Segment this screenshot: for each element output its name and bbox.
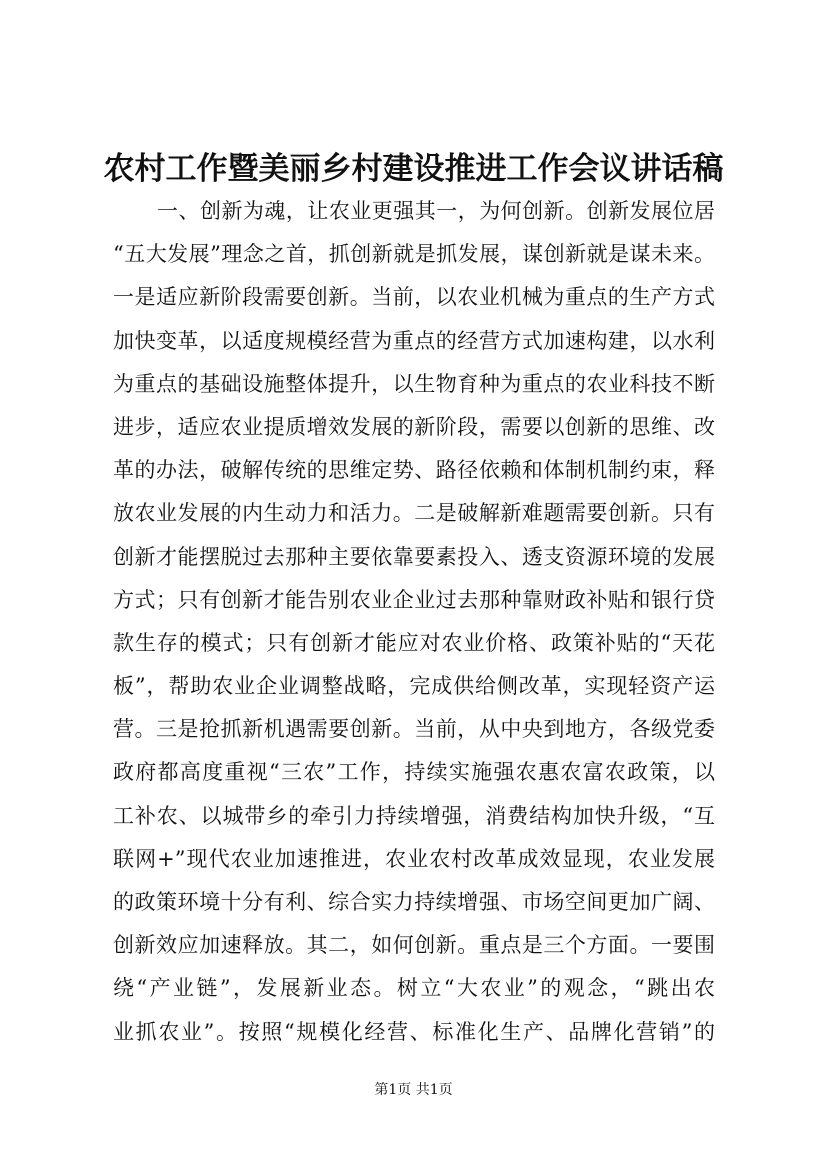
body-line-13: 营。三是抢抓新机遇需要创新。当前，从中央到地方，各级党委 <box>113 717 715 742</box>
body-line-6: 进步，适应农业提质增效发展的新阶段，需要以创新的思维、改 <box>113 414 715 439</box>
body-line-16: 联网+”现代农业加速推进，农业农村改革成效显现，农业发展 <box>113 846 715 871</box>
body-line-12: 板”，帮助农业企业调整战略，完成供给侧改革，实现轻资产运 <box>113 674 715 699</box>
body-line-15: 工补农、以城带乡的牵引力持续增强，消费结构加快升级，“互 <box>113 803 715 828</box>
page-number-footer: 第1页 共1页 <box>374 1082 453 1098</box>
body-line-9: 创新才能摆脱过去那种主要依靠要素投入、透支资源环境的发展 <box>113 544 715 569</box>
body-line-8: 放农业发展的内生动力和活力。二是破解新难题需要创新。只有 <box>113 501 715 526</box>
body-line-10: 方式；只有创新才能告别农业企业过去那种靠财政补贴和银行贷 <box>113 587 715 612</box>
body-line-7: 革的办法，破解传统的思维定势、路径依赖和体制机制约束，释 <box>113 458 715 483</box>
body-line-19: 绕“产业链”，发展新业态。树立“大农业”的观念，“跳出农 <box>113 976 715 1001</box>
body-line-2: “五大发展”理念之首，抓创新就是抓发展，谋创新就是谋未来。 <box>113 242 715 267</box>
body-line-3: 一是适应新阶段需要创新。当前，以农业机械为重点的生产方式 <box>113 285 715 310</box>
document-title: 农村工作暨美丽乡村建设推进工作会议讲话稿 <box>103 151 724 187</box>
body-line-14: 政府都高度重视“三农”工作，持续实施强农惠农富农政策，以 <box>113 760 715 785</box>
body-line-5: 为重点的基础设施整体提升，以生物育种为重点的农业科技不断 <box>113 371 715 396</box>
body-line-1: 一、创新为魂，让农业更强其一，为何创新。创新发展位居 <box>157 199 715 223</box>
body-line-11: 款生存的模式；只有创新才能应对农业价格、政策补贴的“天花 <box>113 630 715 655</box>
body-line-4: 加快变革，以适度规模经营为重点的经营方式加速构建，以水利 <box>113 328 715 353</box>
document-body <box>113 190 715 1054</box>
body-line-18: 创新效应加速释放。其二，如何创新。重点是三个方面。一要围 <box>113 933 715 958</box>
body-line-17: 的政策环境十分有利、综合实力持续增强、市场空间更加广阔、 <box>113 890 715 914</box>
body-line-20: 业抓农业”。按照“规模化经营、标准化生产、品牌化营销”的 <box>113 1019 715 1044</box>
